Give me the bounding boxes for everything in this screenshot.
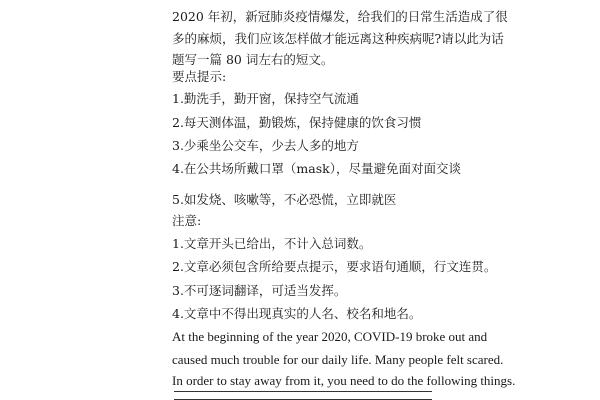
tip-item-4: 4.在公共场所戴口罩（mask），尽量避免面对面交谈 — [172, 161, 461, 176]
essay-start-line-2: caused much trouble for our daily life. Many people felt scared. — [172, 352, 504, 367]
prompt-line-2: 多的麻烦，我们应该怎样做才能远离这种疾病呢?请以此为话 — [172, 31, 504, 46]
note-item-3: 3.不可逐词翻译，可适当发挥。 — [172, 283, 347, 298]
tip-item-3: 3.少乘坐公交车，少去人多的地方 — [172, 138, 359, 153]
note-item-2: 2.文章必须包含所给要点提示，要求语句通顺，行文连贯。 — [172, 259, 497, 274]
tip-item-5: 5.如发烧、咳嗽等，不必恐慌，立即就医 — [172, 192, 397, 207]
note-item-1: 1.文章开头已给出，不计入总词数。 — [172, 236, 372, 251]
tip-item-1: 1.勤洗手，勤开窗，保持空气流通 — [172, 91, 359, 106]
answer-line-1 — [174, 391, 432, 392]
tip-item-2: 2.每天测体温，勤锻炼，保持健康的饮食习惯 — [172, 115, 422, 130]
prompt-line-3: 题写一篇 80 词左右的短文。 — [172, 52, 334, 67]
notes-heading: 注意: — [172, 213, 202, 228]
essay-start-line-1: At the beginning of the year 2020, COVID-19 broke out and — [172, 329, 488, 344]
tips-heading: 要点提示: — [172, 69, 227, 84]
essay-start-line-3: In order to stay away from it, you need to do the following things. — [172, 373, 516, 388]
note-item-4: 4.文章中不得出现真实的人名、校名和地名。 — [172, 306, 422, 321]
prompt-line-1: 2020 年初，新冠肺炎疫情爆发，给我们的日常生活造成了很 — [172, 9, 508, 24]
